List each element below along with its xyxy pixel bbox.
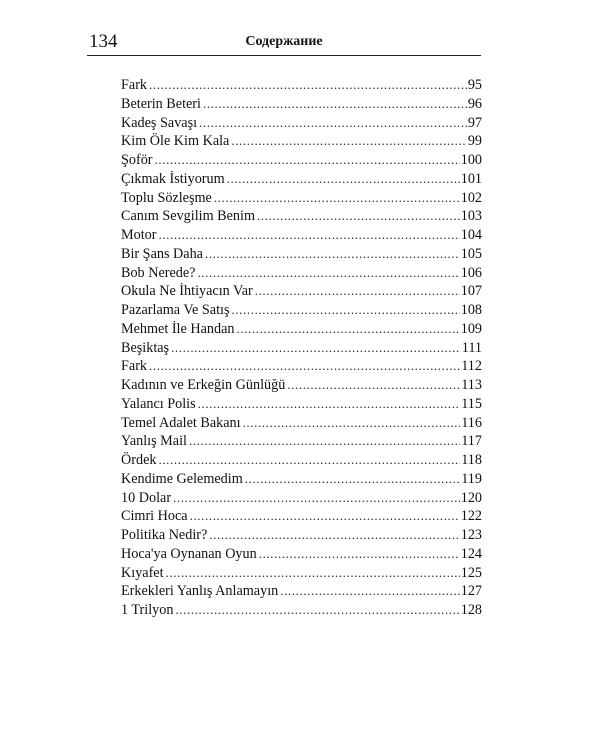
toc-entry-title: Yanlış Mail	[121, 433, 187, 450]
toc-entry-page: 96	[467, 95, 482, 112]
dot-leader	[287, 376, 460, 395]
toc-entry	[121, 414, 482, 433]
toc-entry-title: Okula Ne İhtiyacın Var	[121, 283, 253, 300]
dot-leader	[257, 207, 460, 226]
dot-leader	[255, 282, 460, 301]
toc-entry-page: 116	[461, 414, 482, 431]
dot-leader	[209, 526, 459, 545]
toc-entry-title: Erkekleri Yanlış Anlamayın	[121, 583, 279, 600]
dot-leader	[214, 189, 460, 208]
toc-entry	[121, 470, 482, 489]
toc-entry	[121, 339, 482, 358]
dot-leader	[173, 489, 460, 508]
table-of-contents	[121, 76, 482, 620]
toc-entry-title: Bob Nerede?	[121, 264, 196, 281]
toc-entry-page: 104	[460, 227, 482, 243]
toc-entry-page: 113	[461, 377, 482, 393]
toc-entry-title: Politika Nedir?	[121, 527, 208, 543]
toc-entry	[121, 76, 482, 95]
toc-entry	[121, 189, 482, 208]
toc-entry	[121, 282, 482, 301]
dot-leader	[171, 339, 461, 358]
toc-entry	[121, 507, 482, 526]
toc-entry-page: 95	[467, 77, 482, 93]
toc-entry-title: Ördek	[121, 452, 157, 468]
dot-leader	[158, 226, 459, 245]
toc-entry	[121, 582, 482, 601]
toc-entry	[121, 489, 482, 508]
dot-leader	[189, 432, 460, 451]
dot-leader	[227, 170, 460, 189]
toc-entry-title: Yalancı Polis	[121, 395, 196, 412]
toc-entry	[121, 151, 482, 170]
toc-entry-page: 118	[461, 452, 482, 468]
toc-entry-page: 101	[460, 170, 482, 187]
dot-leader	[158, 451, 460, 470]
toc-entry-page: 127	[460, 583, 482, 600]
toc-entry-page: 117	[461, 433, 482, 450]
toc-entry	[121, 545, 482, 564]
dot-leader	[231, 301, 459, 320]
dot-leader	[236, 320, 459, 339]
toc-entry	[121, 132, 482, 151]
dot-leader	[166, 564, 460, 583]
toc-entry	[121, 114, 482, 133]
toc-entry-page: 103	[460, 208, 482, 225]
toc-entry	[121, 432, 482, 451]
toc-entry-page: 97	[467, 114, 482, 131]
toc-entry	[121, 264, 482, 283]
toc-entry	[121, 320, 482, 339]
toc-entry	[121, 376, 482, 395]
dot-leader	[190, 507, 460, 526]
dot-leader	[231, 132, 466, 151]
toc-entry-page: 106	[460, 264, 482, 281]
dot-leader	[245, 470, 460, 489]
dot-leader	[199, 114, 467, 133]
toc-entry-page: 123	[460, 527, 482, 543]
toc-entry-title: Temel Adalet Bakanı	[121, 414, 241, 431]
toc-entry-page: 105	[460, 245, 482, 262]
toc-entry	[121, 526, 482, 545]
toc-entry-title: Toplu Sözleşme	[121, 189, 212, 206]
toc-entry	[121, 451, 482, 470]
dot-leader	[203, 95, 467, 114]
page-header	[87, 30, 481, 56]
dot-leader	[175, 601, 459, 620]
toc-entry-title: Kıyafet	[121, 564, 164, 581]
dot-leader	[259, 545, 460, 564]
page-number: 134	[89, 31, 118, 52]
dot-leader	[243, 414, 461, 433]
toc-entry-page: 109	[460, 320, 482, 337]
dot-leader	[149, 357, 460, 376]
toc-entry	[121, 226, 482, 245]
toc-entry-title: Kadının ve Erkeğin Günlüğü	[121, 377, 286, 393]
toc-entry-title: Çıkmak İstiyorum	[121, 170, 225, 187]
dot-leader	[280, 582, 459, 601]
toc-entry-page: 99	[467, 133, 482, 150]
header-rule	[87, 55, 481, 56]
toc-entry-title: Bir Şans Daha	[121, 245, 203, 262]
toc-entry	[121, 95, 482, 114]
running-title: Содержание	[245, 34, 323, 49]
dot-leader	[198, 395, 461, 414]
toc-entry-page: 107	[460, 283, 482, 300]
toc-entry	[121, 301, 482, 320]
toc-entry-title: Beterin Beteri	[121, 95, 201, 112]
toc-entry-page: 111	[461, 339, 482, 356]
toc-entry	[121, 207, 482, 226]
toc-entry-title: Cimri Hoca	[121, 508, 188, 525]
toc-entry-page: 112	[461, 358, 482, 375]
toc-entry-page: 102	[460, 189, 482, 206]
toc-entry-title: Beşiktaş	[121, 339, 170, 356]
toc-entry-page: 124	[460, 545, 482, 562]
toc-entry-page: 119	[461, 470, 482, 487]
toc-entry-title: Kim Öle Kim Kala	[121, 133, 230, 150]
toc-entry-title: Şoför	[121, 152, 153, 168]
toc-entry-title: Motor	[121, 227, 157, 243]
toc-entry-title: Hoca'ya Oynanan Oyun	[121, 545, 257, 562]
toc-entry-page: 122	[460, 508, 482, 525]
toc-entry-title: Kadeş Savaşı	[121, 114, 198, 131]
toc-entry-title: Mehmet İle Handan	[121, 320, 235, 337]
toc-entry-page: 128	[460, 602, 482, 618]
toc-entry-title: 10 Dolar	[121, 489, 172, 506]
toc-entry	[121, 245, 482, 264]
toc-entry-page: 115	[461, 395, 482, 412]
toc-entry-title: Kendime Gelemedim	[121, 470, 243, 487]
toc-entry	[121, 357, 482, 376]
toc-entry-title: 1 Trilyon	[121, 602, 174, 618]
toc-entry-title: Canım Sevgilim Benim	[121, 208, 255, 225]
toc-entry-page: 125	[460, 564, 482, 581]
dot-leader	[149, 76, 467, 95]
toc-entry-title: Fark	[121, 358, 148, 375]
toc-entry-page: 120	[460, 489, 482, 506]
toc-entry-page: 100	[460, 152, 482, 168]
dot-leader	[155, 151, 460, 170]
toc-entry-page: 108	[460, 302, 482, 318]
toc-entry	[121, 601, 482, 620]
toc-entry	[121, 564, 482, 583]
toc-entry	[121, 395, 482, 414]
dot-leader	[197, 264, 459, 283]
dot-leader	[205, 245, 460, 264]
toc-entry-title: Pazarlama Ve Satış	[121, 302, 230, 318]
toc-entry	[121, 170, 482, 189]
toc-entry-title: Fark	[121, 77, 148, 93]
